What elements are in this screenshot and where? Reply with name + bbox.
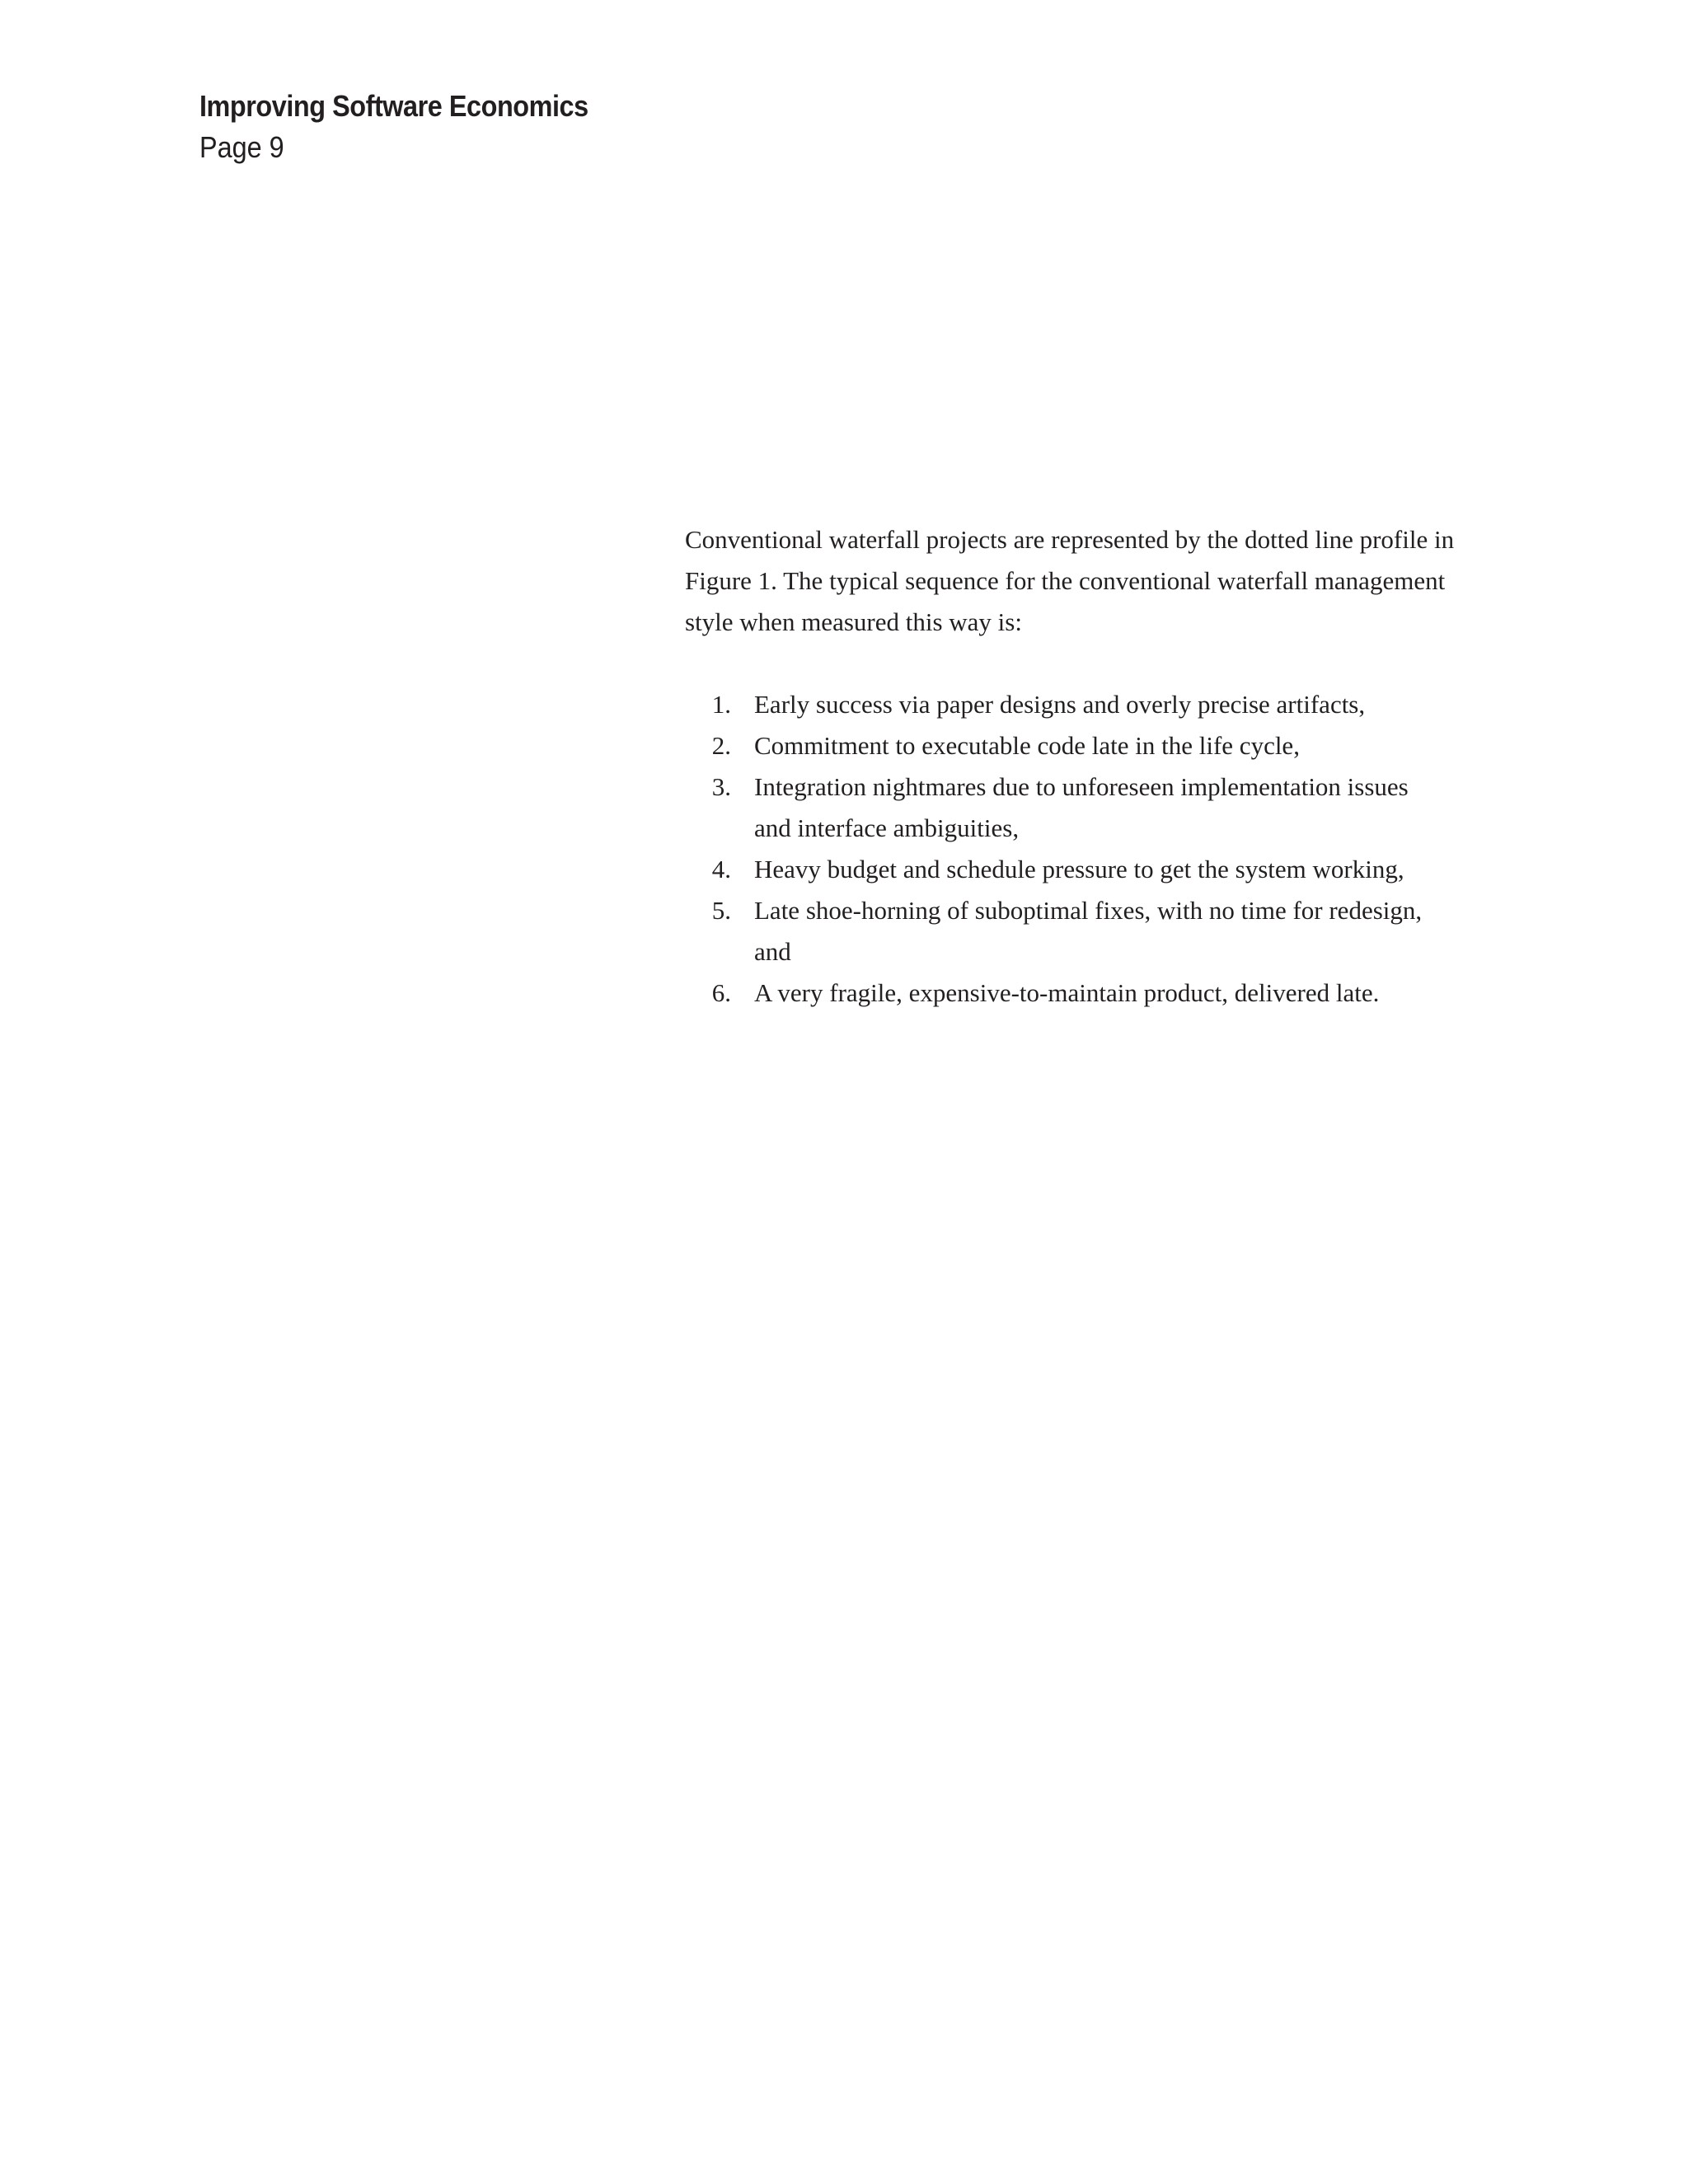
numbered-list	[685, 684, 1559, 1014]
list-item-number: 4.	[711, 855, 731, 883]
list-item-number: 1.	[711, 690, 731, 719]
list-item-line: Heavy budget and schedule pressure to get the system working,	[754, 855, 1404, 883]
list-item	[685, 766, 1559, 849]
list-item-number: 6.	[711, 978, 731, 1007]
document-title: Improving Software Economics	[199, 89, 588, 123]
intro-line: style when measured this way is:	[685, 607, 1022, 636]
list-item	[685, 849, 1559, 890]
list-item-line: and	[754, 937, 791, 966]
list-item-text	[754, 725, 1521, 766]
list-item-number: 5.	[711, 896, 731, 925]
list-item	[685, 684, 1559, 725]
intro-line: Figure 1. The typical sequence for the conventional waterfall management	[685, 566, 1446, 595]
list-item-line: Integration nightmares due to unforeseen implementation issues	[754, 772, 1409, 801]
list-item-line: Early success via paper designs and overly precise artifacts,	[754, 690, 1366, 719]
list-item-line: Late shoe-horning of suboptimal fixes, with no time for redesign,	[754, 896, 1423, 925]
list-item-text	[754, 972, 1521, 1014]
list-item	[685, 725, 1559, 766]
intro-paragraph	[685, 519, 1559, 643]
list-item-line: and interface ambiguities,	[754, 813, 1020, 842]
list-item	[685, 890, 1559, 972]
list-item-line: A very fragile, expensive-to-maintain product, delivered late.	[754, 978, 1380, 1007]
intro-line: Conventional waterfall projects are represented by the dotted line profile in	[685, 525, 1455, 554]
body-text	[685, 519, 1559, 1014]
list-item-text	[754, 890, 1521, 972]
list-item-line: Commitment to executable code late in the life cycle,	[754, 731, 1300, 760]
list-item-number: 3.	[711, 772, 731, 801]
list-item	[685, 972, 1559, 1014]
list-item-text	[754, 849, 1521, 890]
list-item-text	[754, 766, 1521, 849]
list-item-text	[754, 684, 1521, 725]
page-number: Page 9	[199, 130, 284, 164]
list-item-number: 2.	[711, 731, 731, 760]
running-header	[199, 86, 631, 168]
